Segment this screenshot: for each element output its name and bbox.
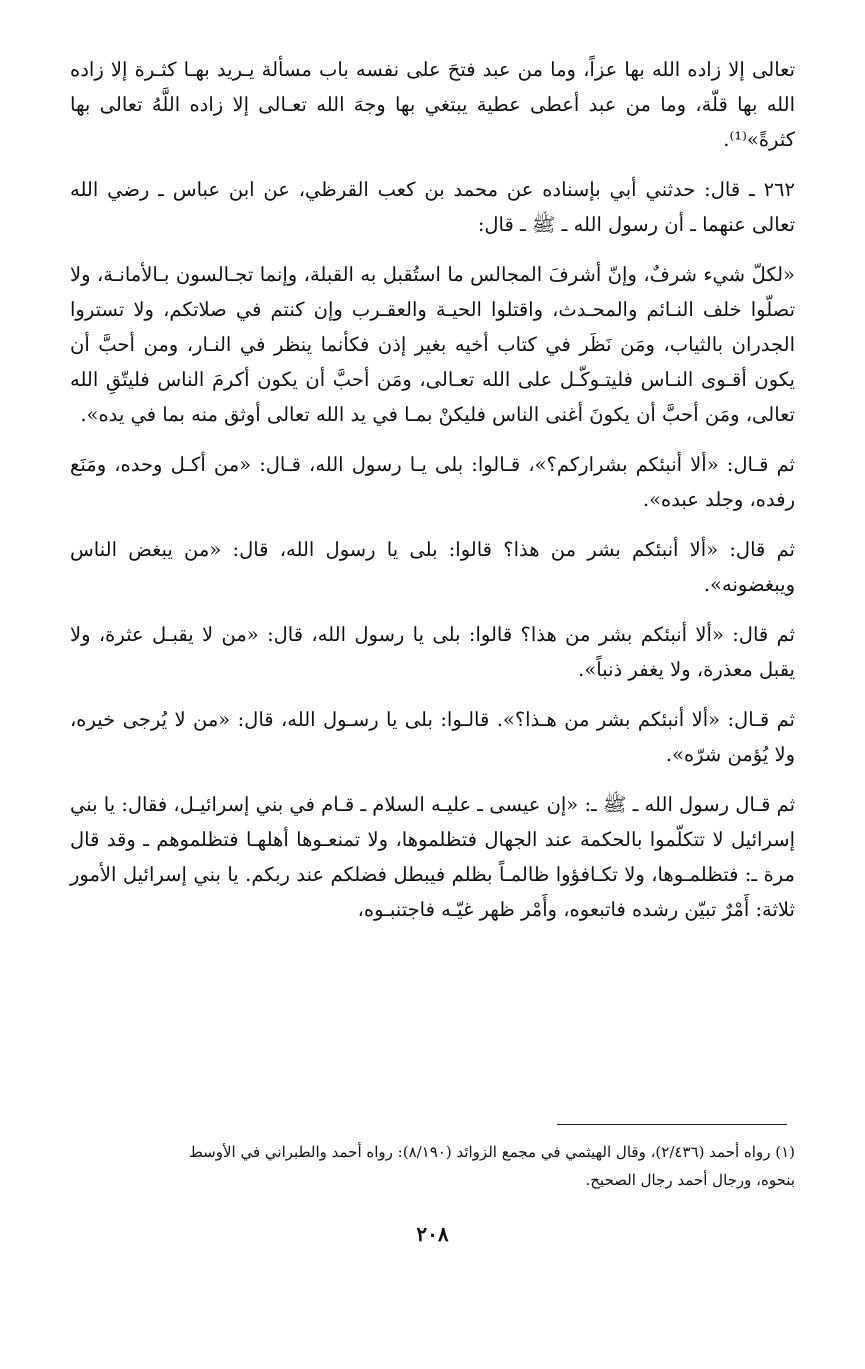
paragraph-continuation: تعالى إلا زاده الله بها عزاً، وما من عبد فتحَ على نفسه باب مسألة يـريد بهـا كثـرة إلا زاده الله بها قلّة، وما من عبد أعطى عطية يبتغي بها وجهَ الله تعـالى إلا زاده اللَّهُ تعالى بها كثرةً»⁽¹⁾. bbox=[70, 58, 795, 151]
footnote-line-2: بنحوه، ورجال أحمد رجال الصحيح. bbox=[585, 1171, 795, 1189]
paragraph-hadith-262-isnad: ٢٦٢ ـ قال: حدثني أبي بإسناده عن محمد بن كعب القرظي، عن ابن عباس ـ رضي الله تعالى عنهما ـ أن رسول الله ـ ﷺ ـ قال: bbox=[70, 178, 795, 236]
paragraph-hadith-text: «لكلّ شيء شرفٌ، وإنّ أشرفَ المجالس ما استُقبل به القبلة، وإنما تجـالسون بـالأمانـة، ولا تصلّوا خلف النـائم والمحـدث، واقتلوا الحيـة والعقـرب وإن كنتم في صلاتكم، ولا تستروا الجدران بالثياب، ومَن نَظَر في كتاب أخيه بغير إذن فكأنما ينظر في النـار، ومن أحبَّ أن يكون أقـوى النـاس فليتـوكّـل على الله تعـالى، ومَن أحبَّ أن يكون أكرمَ الناس فليتّقِ الله تعالى، ومَن أحبَّ أن يكونَ أغنى الناس فليكنْ بمـا في يد الله تعالى أوثق منه بما في يده». bbox=[70, 263, 795, 426]
footnote-line-1: (١) رواه أحمد (٢/٤٣٦)، وقال الهيثمي في مجمع الزوائد (٨/١٩٠): رواه أحمد والطبراني في الأوسط bbox=[188, 1143, 795, 1161]
paragraph-worse-2: ثم قال: «ألا أنبئكم بشر من هذا؟ قالوا: بلى يا رسول الله، قال: «من لا يقبـل عثرة، ولا يقبل معذرة، ولا يغفر ذنباً». bbox=[70, 623, 795, 681]
footnote bbox=[62, 1138, 795, 1194]
main-text bbox=[70, 52, 795, 942]
paragraph-worst-of-you: ثم قـال: «ألا أنبئكم بشراركم؟»، قـالوا: بلى يـا رسول الله، قـال: «من أكـل وحده، ومَنَع رفده، وجلد عبده». bbox=[70, 453, 795, 511]
paragraph-worse-1: ثم قال: «ألا أنبئكم بشر من هذا؟ قالوا: بلى يا رسول الله، قال: «من يبغض الناس ويبغضونه». bbox=[70, 538, 795, 596]
footnote-divider bbox=[557, 1124, 787, 1125]
paragraph-isa-sermon: ثم قـال رسول الله ـ ﷺ ـ: «إن عيسى ـ عليـه السلام ـ قـام في بني إسرائيـل، فقال: يا بني إسرائيل لا تتكلّموا بالحكمة عند الجهال فتظلموها، ولا تمنعـوها أهلهـا فتظلموهم ـ وقد قال مرة ـ: فتظلمـوها، ولا تكـافؤوا ظالمـاً بظلم فيبطل فضلكم عند ربكم. يا بني إسرائيل الأمور ثلاثة: أَمْرٌ تبيّن رشده فاتبعوه، وأَمْر ظهر غيّـه فاجتنبـوه، bbox=[69, 793, 795, 921]
paragraph-worse-3: ثم قـال: «ألا أنبئكم بشر من هـذا؟». قالـوا: بلى يا رسـول الله، قال: «من لا يُرجى خيره، ولا يُؤمن شرّه». bbox=[70, 708, 795, 766]
page-number: ٢٠٨ bbox=[416, 1222, 449, 1246]
